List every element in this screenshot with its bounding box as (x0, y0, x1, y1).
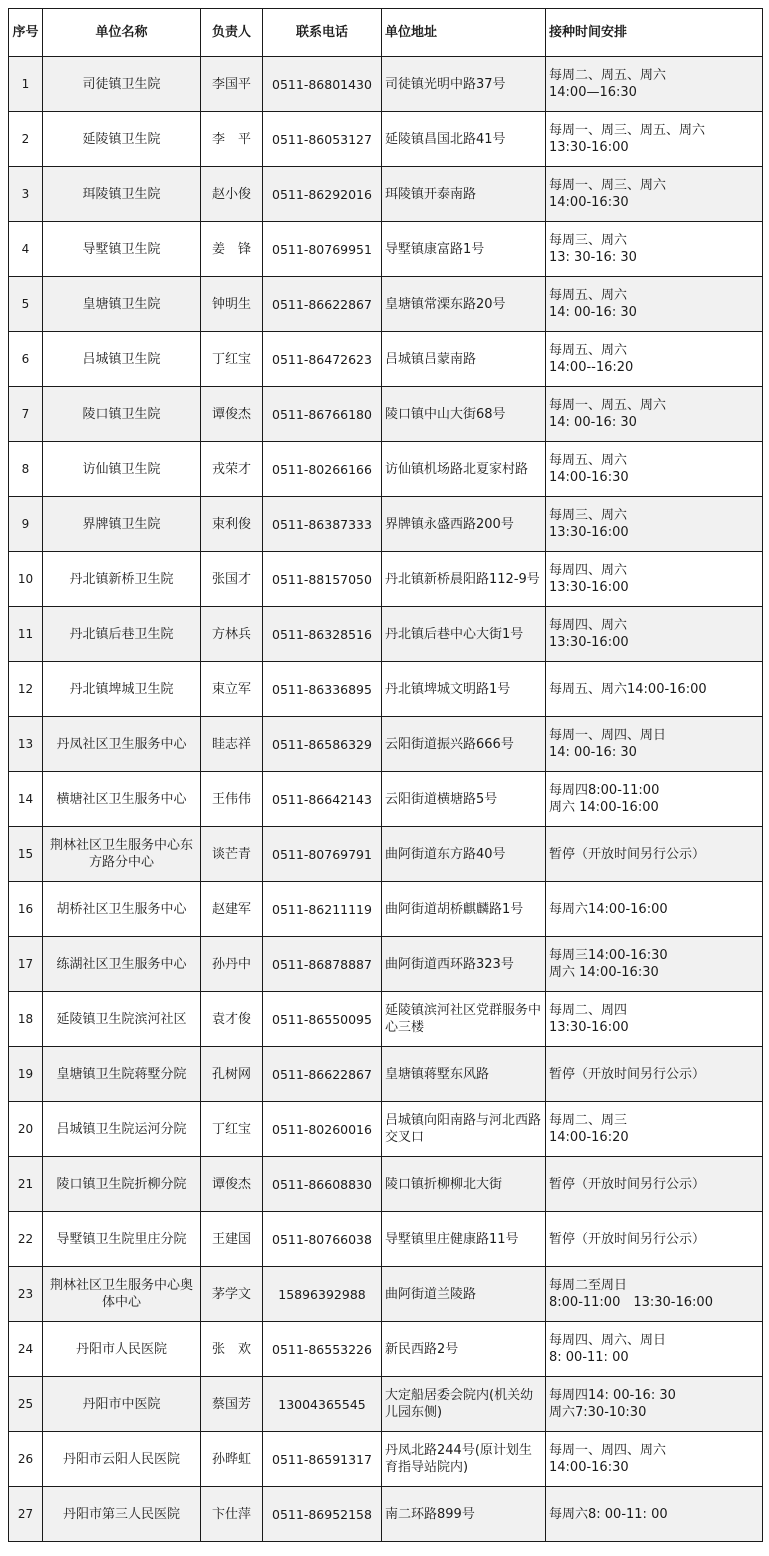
cell-address: 大定船居委会院内(机关幼儿园东侧) (382, 1377, 546, 1432)
cell-person-in-charge: 王建国 (201, 1212, 263, 1267)
cell-phone: 0511-86766180 (263, 387, 382, 442)
header-seq: 序号 (9, 9, 43, 57)
cell-address: 丹北镇新桥晨阳路112-9号 (382, 552, 546, 607)
table-row (9, 387, 763, 442)
cell-address: 珥陵镇开泰南路 (382, 167, 546, 222)
cell-person-in-charge: 卞仕萍 (201, 1487, 263, 1542)
cell-unit-name: 延陵镇卫生院滨河社区 (43, 992, 201, 1047)
cell-person-in-charge: 孙丹中 (201, 937, 263, 992)
cell-unit-name: 荆林社区卫生服务中心奥体中心 (43, 1267, 201, 1322)
cell-schedule: 每周三、周六 13: 30-16: 30 (546, 222, 763, 277)
table-row (9, 1047, 763, 1102)
cell-unit-name: 延陵镇卫生院 (43, 112, 201, 167)
cell-schedule: 每周四、周六、周日 8: 00-11: 00 (546, 1322, 763, 1377)
table-row (9, 497, 763, 552)
cell-seq: 26 (9, 1432, 43, 1487)
cell-seq: 27 (9, 1487, 43, 1542)
cell-unit-name: 陵口镇卫生院折柳分院 (43, 1157, 201, 1212)
cell-person-in-charge: 丁红宝 (201, 1102, 263, 1157)
cell-schedule: 每周三14:00-16:30 周六 14:00-16:30 (546, 937, 763, 992)
cell-phone: 0511-86878887 (263, 937, 382, 992)
cell-person-in-charge: 戎荣才 (201, 442, 263, 497)
cell-unit-name: 导墅镇卫生院 (43, 222, 201, 277)
cell-person-in-charge: 谭俊杰 (201, 1157, 263, 1212)
cell-person-in-charge: 谭俊杰 (201, 387, 263, 442)
cell-unit-name: 丹阳市中医院 (43, 1377, 201, 1432)
cell-person-in-charge: 姜 锋 (201, 222, 263, 277)
cell-unit-name: 丹阳市第三人民医院 (43, 1487, 201, 1542)
table-row (9, 772, 763, 827)
table-row (9, 1487, 763, 1542)
cell-address: 延陵镇昌国北路41号 (382, 112, 546, 167)
cell-seq: 3 (9, 167, 43, 222)
cell-schedule: 每周六14:00-16:00 (546, 882, 763, 937)
cell-schedule: 每周一、周四、周六 14:00-16:30 (546, 1432, 763, 1487)
cell-address: 曲阿街道胡桥麒麟路1号 (382, 882, 546, 937)
table-row (9, 1322, 763, 1377)
cell-address: 新民西路2号 (382, 1322, 546, 1377)
table-row (9, 937, 763, 992)
cell-seq: 22 (9, 1212, 43, 1267)
cell-schedule: 每周四、周六 13:30-16:00 (546, 607, 763, 662)
cell-person-in-charge: 蔡国芳 (201, 1377, 263, 1432)
table-row (9, 57, 763, 112)
cell-unit-name: 丹北镇后巷卫生院 (43, 607, 201, 662)
cell-unit-name: 丹北镇新桥卫生院 (43, 552, 201, 607)
cell-address: 导墅镇康富路1号 (382, 222, 546, 277)
cell-phone: 0511-86292016 (263, 167, 382, 222)
table-row (9, 332, 763, 387)
cell-phone: 0511-80260016 (263, 1102, 382, 1157)
vaccination-sites-table (8, 8, 763, 1542)
table-row (9, 827, 763, 882)
cell-schedule: 暂停（开放时间另行公示） (546, 827, 763, 882)
cell-address: 界牌镇永盛西路200号 (382, 497, 546, 552)
header-schedule: 接种时间安排 (546, 9, 763, 57)
cell-unit-name: 吕城镇卫生院运河分院 (43, 1102, 201, 1157)
table-row (9, 1102, 763, 1157)
cell-address: 曲阿街道兰陵路 (382, 1267, 546, 1322)
cell-address: 吕城镇吕蒙南路 (382, 332, 546, 387)
cell-address: 司徒镇光明中路37号 (382, 57, 546, 112)
header-person-in-charge: 负责人 (201, 9, 263, 57)
table-row (9, 442, 763, 497)
cell-schedule: 暂停（开放时间另行公示） (546, 1212, 763, 1267)
cell-schedule: 每周一、周四、周日 14: 00-16: 30 (546, 717, 763, 772)
header-row (9, 9, 763, 57)
cell-address: 丹凤北路244号(原计划生育指导站院内) (382, 1432, 546, 1487)
table-row (9, 882, 763, 937)
cell-seq: 20 (9, 1102, 43, 1157)
table-row (9, 1377, 763, 1432)
cell-unit-name: 珥陵镇卫生院 (43, 167, 201, 222)
cell-person-in-charge: 袁才俊 (201, 992, 263, 1047)
cell-address: 曲阿街道东方路40号 (382, 827, 546, 882)
cell-unit-name: 皇塘镇卫生院蒋墅分院 (43, 1047, 201, 1102)
cell-person-in-charge: 眭志祥 (201, 717, 263, 772)
table-row (9, 607, 763, 662)
cell-unit-name: 界牌镇卫生院 (43, 497, 201, 552)
cell-phone: 0511-86608830 (263, 1157, 382, 1212)
cell-phone: 0511-86472623 (263, 332, 382, 387)
cell-phone: 0511-86622867 (263, 277, 382, 332)
table-header (9, 9, 763, 57)
cell-person-in-charge: 孙晔虹 (201, 1432, 263, 1487)
cell-phone: 0511-88157050 (263, 552, 382, 607)
cell-schedule: 每周四14: 00-16: 30 周六7:30-10:30 (546, 1377, 763, 1432)
cell-seq: 1 (9, 57, 43, 112)
table-row (9, 992, 763, 1047)
table-row (9, 1432, 763, 1487)
cell-unit-name: 陵口镇卫生院 (43, 387, 201, 442)
cell-schedule: 每周五、周六 14:00-16:30 (546, 442, 763, 497)
cell-person-in-charge: 钟明生 (201, 277, 263, 332)
cell-unit-name: 司徒镇卫生院 (43, 57, 201, 112)
cell-schedule: 每周六8: 00-11: 00 (546, 1487, 763, 1542)
cell-address: 访仙镇机场路北夏家村路 (382, 442, 546, 497)
cell-unit-name: 练湖社区卫生服务中心 (43, 937, 201, 992)
cell-schedule: 每周二、周三 14:00-16:20 (546, 1102, 763, 1157)
cell-address: 丹北镇后巷中心大街1号 (382, 607, 546, 662)
cell-seq: 24 (9, 1322, 43, 1377)
cell-address: 延陵镇滨河社区党群服务中心三楼 (382, 992, 546, 1047)
table-body (9, 57, 763, 1542)
cell-seq: 16 (9, 882, 43, 937)
cell-schedule: 每周二、周四 13:30-16:00 (546, 992, 763, 1047)
cell-phone: 0511-86801430 (263, 57, 382, 112)
cell-person-in-charge: 束利俊 (201, 497, 263, 552)
cell-unit-name: 丹凤社区卫生服务中心 (43, 717, 201, 772)
cell-unit-name: 吕城镇卫生院 (43, 332, 201, 387)
cell-phone: 0511-86550095 (263, 992, 382, 1047)
cell-address: 云阳街道振兴路666号 (382, 717, 546, 772)
cell-schedule: 每周三、周六 13:30-16:00 (546, 497, 763, 552)
cell-seq: 17 (9, 937, 43, 992)
cell-address: 丹北镇埤城文明路1号 (382, 662, 546, 717)
cell-seq: 8 (9, 442, 43, 497)
cell-address: 曲阿街道西环路323号 (382, 937, 546, 992)
cell-person-in-charge: 束立军 (201, 662, 263, 717)
cell-unit-name: 胡桥社区卫生服务中心 (43, 882, 201, 937)
cell-seq: 23 (9, 1267, 43, 1322)
cell-phone: 0511-86387333 (263, 497, 382, 552)
cell-phone: 15896392988 (263, 1267, 382, 1322)
cell-schedule: 每周四8:00-11:00 周六 14:00-16:00 (546, 772, 763, 827)
cell-phone: 0511-80266166 (263, 442, 382, 497)
cell-person-in-charge: 张 欢 (201, 1322, 263, 1377)
cell-person-in-charge: 茅学文 (201, 1267, 263, 1322)
cell-person-in-charge: 张国才 (201, 552, 263, 607)
cell-person-in-charge: 谈芒青 (201, 827, 263, 882)
table-row (9, 277, 763, 332)
cell-phone: 0511-86328516 (263, 607, 382, 662)
cell-schedule: 暂停（开放时间另行公示） (546, 1157, 763, 1212)
table-row (9, 1157, 763, 1212)
cell-seq: 19 (9, 1047, 43, 1102)
cell-schedule: 每周五、周六 14:00--16:20 (546, 332, 763, 387)
cell-phone: 0511-86642143 (263, 772, 382, 827)
cell-person-in-charge: 李国平 (201, 57, 263, 112)
cell-person-in-charge: 王伟伟 (201, 772, 263, 827)
cell-unit-name: 导墅镇卫生院里庄分院 (43, 1212, 201, 1267)
cell-address: 南二环路899号 (382, 1487, 546, 1542)
table-row (9, 1267, 763, 1322)
header-phone: 联系电话 (263, 9, 382, 57)
cell-seq: 6 (9, 332, 43, 387)
cell-phone: 0511-86952158 (263, 1487, 382, 1542)
table-row (9, 222, 763, 277)
table-row (9, 1212, 763, 1267)
cell-person-in-charge: 孔树网 (201, 1047, 263, 1102)
cell-seq: 21 (9, 1157, 43, 1212)
table-row (9, 662, 763, 717)
cell-schedule: 每周一、周三、周六 14:00-16:30 (546, 167, 763, 222)
cell-address: 陵口镇折柳柳北大街 (382, 1157, 546, 1212)
cell-schedule: 每周一、周五、周六 14: 00-16: 30 (546, 387, 763, 442)
cell-phone: 0511-80766038 (263, 1212, 382, 1267)
cell-seq: 11 (9, 607, 43, 662)
cell-schedule: 每周二至周日 8:00-11:00 13:30-16:00 (546, 1267, 763, 1322)
cell-person-in-charge: 赵小俊 (201, 167, 263, 222)
cell-address: 吕城镇向阳南路与河北西路交叉口 (382, 1102, 546, 1157)
cell-unit-name: 丹阳市云阳人民医院 (43, 1432, 201, 1487)
cell-unit-name: 访仙镇卫生院 (43, 442, 201, 497)
header-address: 单位地址 (382, 9, 546, 57)
cell-address: 皇塘镇蒋墅东风路 (382, 1047, 546, 1102)
header-unit-name: 单位名称 (43, 9, 201, 57)
cell-seq: 5 (9, 277, 43, 332)
cell-person-in-charge: 李 平 (201, 112, 263, 167)
cell-schedule: 每周四、周六 13:30-16:00 (546, 552, 763, 607)
cell-seq: 13 (9, 717, 43, 772)
cell-seq: 25 (9, 1377, 43, 1432)
cell-seq: 12 (9, 662, 43, 717)
cell-seq: 10 (9, 552, 43, 607)
cell-seq: 2 (9, 112, 43, 167)
table-row (9, 112, 763, 167)
cell-person-in-charge: 丁红宝 (201, 332, 263, 387)
cell-phone: 0511-86053127 (263, 112, 382, 167)
cell-phone: 0511-86336895 (263, 662, 382, 717)
cell-person-in-charge: 赵建军 (201, 882, 263, 937)
cell-seq: 18 (9, 992, 43, 1047)
cell-unit-name: 丹北镇埤城卫生院 (43, 662, 201, 717)
cell-phone: 0511-80769951 (263, 222, 382, 277)
cell-phone: 0511-86586329 (263, 717, 382, 772)
cell-seq: 4 (9, 222, 43, 277)
cell-seq: 14 (9, 772, 43, 827)
cell-seq: 7 (9, 387, 43, 442)
cell-seq: 15 (9, 827, 43, 882)
cell-person-in-charge: 方林兵 (201, 607, 263, 662)
cell-seq: 9 (9, 497, 43, 552)
cell-unit-name: 丹阳市人民医院 (43, 1322, 201, 1377)
cell-schedule: 每周五、周六14:00-16:00 (546, 662, 763, 717)
table-row (9, 552, 763, 607)
cell-address: 皇塘镇常溧东路20号 (382, 277, 546, 332)
cell-address: 云阳街道横塘路5号 (382, 772, 546, 827)
cell-phone: 0511-80769791 (263, 827, 382, 882)
cell-phone: 0511-86211119 (263, 882, 382, 937)
cell-phone: 0511-86553226 (263, 1322, 382, 1377)
table-row (9, 167, 763, 222)
cell-address: 陵口镇中山大街68号 (382, 387, 546, 442)
cell-schedule: 每周二、周五、周六 14:00—16:30 (546, 57, 763, 112)
cell-phone: 0511-86591317 (263, 1432, 382, 1487)
cell-unit-name: 荆林社区卫生服务中心东方路分中心 (43, 827, 201, 882)
cell-unit-name: 皇塘镇卫生院 (43, 277, 201, 332)
cell-schedule: 暂停（开放时间另行公示） (546, 1047, 763, 1102)
cell-address: 导墅镇里庄健康路11号 (382, 1212, 546, 1267)
cell-phone: 13004365545 (263, 1377, 382, 1432)
cell-unit-name: 横塘社区卫生服务中心 (43, 772, 201, 827)
table-row (9, 717, 763, 772)
cell-phone: 0511-86622867 (263, 1047, 382, 1102)
cell-schedule: 每周一、周三、周五、周六 13:30-16:00 (546, 112, 763, 167)
cell-schedule: 每周五、周六 14: 00-16: 30 (546, 277, 763, 332)
